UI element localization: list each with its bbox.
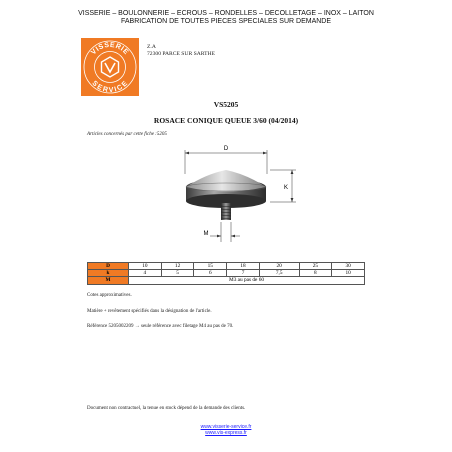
visserie-service-logo <box>81 38 139 96</box>
row-label-m: M <box>88 277 129 284</box>
header-line-2: FABRICATION DE TOUTES PIECES SPECIALES SUR DEMANDE <box>120 18 332 25</box>
link-vis-express[interactable]: www.vis-express.fr <box>205 430 247 436</box>
table-row-k <box>88 270 365 277</box>
table-cell: 7,5 <box>259 270 299 277</box>
disclaimer: Document non contractuel, la tenue en stock dépend de la demande des clients. <box>87 406 246 411</box>
table-cell: 30 <box>332 263 365 270</box>
table-row-m <box>88 277 365 284</box>
logo-bottom-text: SERVICE <box>90 79 130 95</box>
table-cell: 15 <box>194 263 227 270</box>
table-cell: 6 <box>194 270 227 277</box>
table-cell: 4 <box>129 270 162 277</box>
link-visserie-service[interactable]: www.visserie-service.fr <box>200 424 252 430</box>
table-cell: 5 <box>161 270 194 277</box>
header-line-1: VISSERIE – BOULONNERIE – ECROUS – RONDELLES – DECOLLETAGE – INOX – LAITON <box>78 10 374 17</box>
logo-top-text: VISSERIE <box>90 41 130 57</box>
table-cell: M3 au pas de 60 <box>129 277 365 284</box>
address-line-2: 72300 PARCE SUR SARTHE <box>147 51 215 57</box>
dimension-d-label: D <box>223 146 229 152</box>
table-cell: 25 <box>299 263 332 270</box>
table-row-d <box>88 263 365 270</box>
product-drawing <box>170 140 310 270</box>
note-cotes: Cotes approximatives. <box>87 293 132 298</box>
dimension-m-label: M <box>203 231 209 237</box>
table-cell: 10 <box>332 270 365 277</box>
address-line-1: Z.A <box>147 44 156 50</box>
table-cell: 10 <box>129 263 162 270</box>
table-cell: 8 <box>299 270 332 277</box>
product-name: ROSACE CONIQUE QUEUE 3/60 (04/2014) <box>153 116 299 125</box>
product-code: VS5205 <box>213 100 239 109</box>
threaded-stud <box>221 203 231 220</box>
row-label-d: D <box>88 263 129 270</box>
row-label-k: k <box>88 270 129 277</box>
table-cell: 12 <box>161 263 194 270</box>
rosace-cone <box>186 170 266 192</box>
note-matiere: Matière + revêtement spécifiés dans la désignation de l'article. <box>87 309 212 314</box>
articles-note: Articles concernés par cette fiche :5205 <box>87 132 167 137</box>
dimension-k-label: K <box>283 185 289 191</box>
table-cell: 20 <box>259 263 299 270</box>
dimensions-table <box>87 262 365 285</box>
note-reference: Référence 5205002209 → seule référence avec filetage M4 au pas de 70. <box>87 324 234 329</box>
table-cell: 7 <box>227 270 260 277</box>
table-cell: 18 <box>227 263 260 270</box>
